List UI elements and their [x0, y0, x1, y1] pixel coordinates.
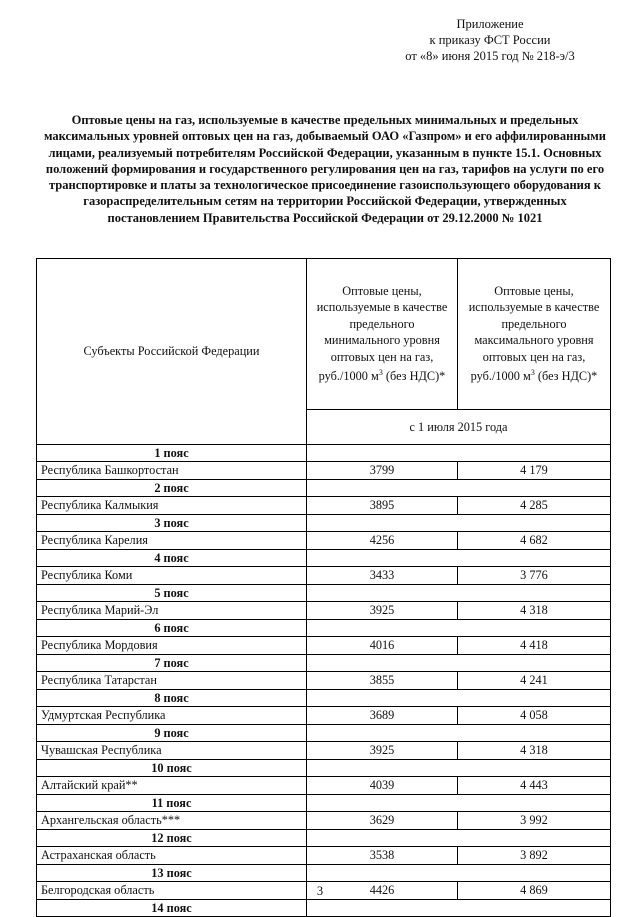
zone-row [37, 900, 611, 917]
min-price-cell: 3925 [307, 742, 458, 760]
table-row [37, 707, 611, 725]
zone-empty-cell [307, 865, 611, 882]
header-min-sup: 3 [378, 368, 383, 378]
region-name: Удмуртская Республика [37, 707, 307, 725]
zone-row [37, 480, 611, 497]
min-price-cell: 4039 [307, 777, 458, 795]
zone-label: 6 пояс [37, 620, 307, 637]
zone-row [37, 690, 611, 707]
header-min-price [307, 259, 458, 410]
zone-row [37, 865, 611, 882]
max-price-cell: 4 241 [458, 672, 611, 690]
region-name: Белгородская область [37, 882, 307, 900]
table-row [37, 812, 611, 830]
max-price-cell: 4 318 [458, 602, 611, 620]
region-name: Республика Калмыкия [37, 497, 307, 515]
zone-label: 8 пояс [37, 690, 307, 707]
zone-empty-cell [307, 725, 611, 742]
max-price-cell: 4 869 [458, 882, 611, 900]
min-price-cell: 4016 [307, 637, 458, 655]
max-price-cell: 3 992 [458, 812, 611, 830]
zone-label: 12 пояс [37, 830, 307, 847]
max-price-cell: 4 058 [458, 707, 611, 725]
table-row [37, 602, 611, 620]
zone-label: 13 пояс [37, 865, 307, 882]
table-row [37, 497, 611, 515]
table-row [37, 637, 611, 655]
zone-label: 9 пояс [37, 725, 307, 742]
header-max-sup: 3 [530, 368, 535, 378]
zone-label: 3 пояс [37, 515, 307, 532]
appendix-line-2: к приказу ФСТ России [429, 33, 551, 47]
header-max-text: Оптовые цены, используемые в качестве предельного максимального уровня оптовых цен на газ, руб./1000 м [468, 283, 600, 384]
max-price-cell: 4 418 [458, 637, 611, 655]
min-price-cell: 3538 [307, 847, 458, 865]
region-name: Архангельская область*** [37, 812, 307, 830]
max-price-cell: 4 443 [458, 777, 611, 795]
region-name: Чувашская Республика [37, 742, 307, 760]
region-name: Республика Марий-Эл [37, 602, 307, 620]
header-date: с 1 июля 2015 года [307, 410, 611, 445]
zone-empty-cell [307, 585, 611, 602]
zone-empty-cell [307, 655, 611, 672]
min-price-cell: 4256 [307, 532, 458, 550]
max-price-cell: 4 318 [458, 742, 611, 760]
document-title: Оптовые цены на газ, используемые в качестве предельных минимальных и предельных максимальных уровней оптовых цен на газ, добываемый ОАО «Газпром» и его аффилированными лицами, реализуемый потребителям Российской Федерации, указанным в пункте 15.1. Основных положений формирования и государственного регулирования цен на газ, тарифов на услуги по его транспортировке и платы за технологическое присоединение газоиспользующего оборудования к газораспределительным сетям на территории Российской Федерации, утвержденных постановлением Правительства Российской Федерации от 29.12.2000 № 1021 [43, 113, 606, 225]
zone-label: 5 пояс [37, 585, 307, 602]
appendix-line-1: Приложение [456, 17, 524, 31]
max-price-cell: 3 776 [458, 567, 611, 585]
min-price-cell: 3629 [307, 812, 458, 830]
region-name: Республика Башкортостан [37, 462, 307, 480]
table-row [37, 847, 611, 865]
zone-row [37, 725, 611, 742]
min-price-cell: 3799 [307, 462, 458, 480]
zone-row [37, 515, 611, 532]
zone-empty-cell [307, 515, 611, 532]
header-max-price [458, 259, 611, 410]
zone-label: 7 пояс [37, 655, 307, 672]
max-price-cell: 3 892 [458, 847, 611, 865]
table-row [37, 532, 611, 550]
zone-row [37, 445, 611, 462]
region-name: Республика Коми [37, 567, 307, 585]
zone-row [37, 760, 611, 777]
table-row [37, 742, 611, 760]
table-row [37, 777, 611, 795]
zone-empty-cell [307, 900, 611, 917]
zone-empty-cell [307, 620, 611, 637]
zone-label: 1 пояс [37, 445, 307, 462]
page-number: 3 [316, 884, 324, 898]
zone-row [37, 620, 611, 637]
zone-row [37, 585, 611, 602]
max-price-cell: 4 179 [458, 462, 611, 480]
header-max-suffix: (без НДС)* [534, 369, 598, 384]
region-name: Республика Карелия [37, 532, 307, 550]
zone-row [37, 830, 611, 847]
zone-label: 11 пояс [37, 795, 307, 812]
region-name: Республика Мордовия [37, 637, 307, 655]
region-name: Республика Татарстан [37, 672, 307, 690]
min-price-cell: 3855 [307, 672, 458, 690]
table-body [37, 445, 611, 917]
min-price-cell: 3689 [307, 707, 458, 725]
zone-empty-cell [307, 830, 611, 847]
zone-empty-cell [307, 690, 611, 707]
table-row [37, 672, 611, 690]
table-row [37, 462, 611, 480]
zone-row [37, 655, 611, 672]
max-price-cell: 4 682 [458, 532, 611, 550]
zone-label: 4 пояс [37, 550, 307, 567]
max-price-cell: 4 285 [458, 497, 611, 515]
zone-empty-cell [307, 480, 611, 497]
header-subjects: Субъекты Российской Федерации [37, 259, 307, 445]
min-price-cell: 4426 [307, 882, 458, 900]
min-price-cell: 3895 [307, 497, 458, 515]
table-row [37, 567, 611, 585]
min-price-cell: 3925 [307, 602, 458, 620]
region-name: Астраханская область [37, 847, 307, 865]
header-min-suffix: (без НДС)* [382, 369, 446, 384]
zone-row [37, 795, 611, 812]
zone-empty-cell [307, 795, 611, 812]
header-min-text: Оптовые цены, используемые в качестве предельного минимального уровня оптовых цен на газ, руб./1000 м [316, 283, 448, 384]
appendix-block [390, 16, 590, 64]
zone-label: 2 пояс [37, 480, 307, 497]
zone-empty-cell [307, 550, 611, 567]
min-price-cell: 3433 [307, 567, 458, 585]
zone-row [37, 550, 611, 567]
zone-empty-cell [307, 445, 611, 462]
appendix-line-3: от «8» июня 2015 год № 218-э/3 [405, 49, 575, 63]
zone-empty-cell [307, 760, 611, 777]
zone-label: 10 пояс [37, 760, 307, 777]
price-table [36, 258, 611, 917]
region-name: Алтайский край** [37, 777, 307, 795]
zone-label: 14 пояс [37, 900, 307, 917]
